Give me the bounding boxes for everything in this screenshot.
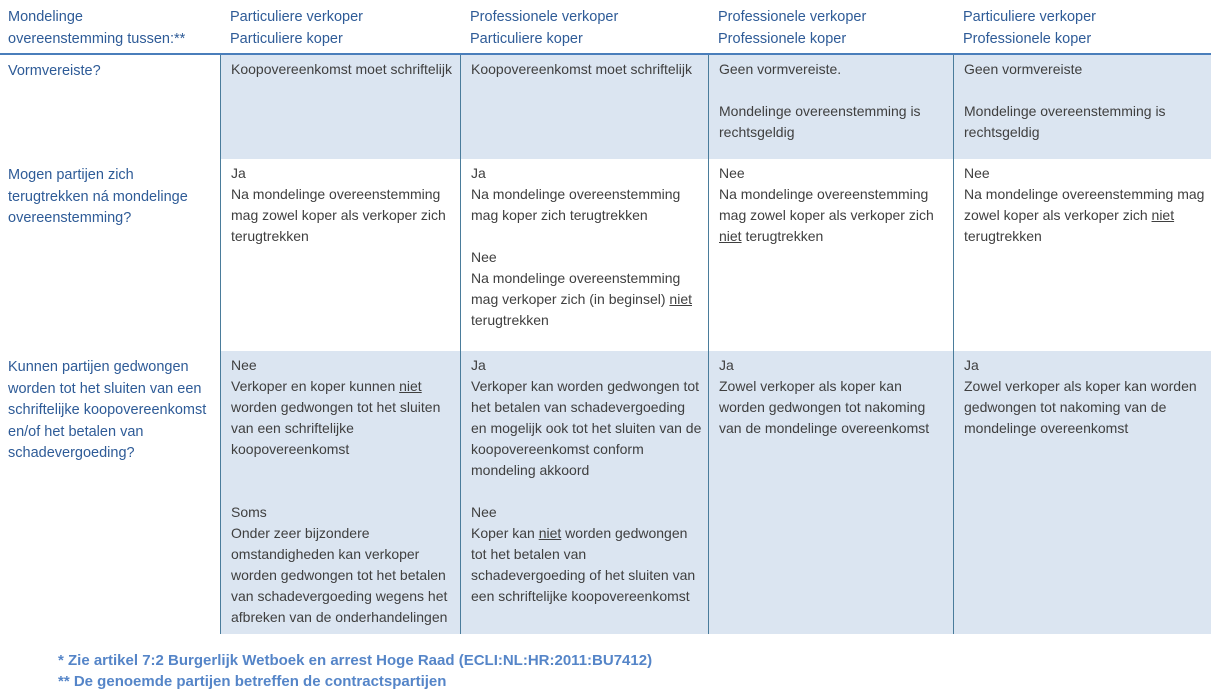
- answer-cell: Geen vormvereiste Mondelinge overeenstemming is rechtsgeldig: [953, 55, 1211, 159]
- answer-cell: Koopovereenkomst moet schriftelijk: [460, 55, 708, 159]
- answer-cell: Nee Verkoper en koper kunnen niet worden gedwongen tot het sluiten van een schriftelijke koopovereenkomst Soms Onder zeer bijzondere omstandigheden kan verkoper worden gedwongen tot het betalen van schadevergoeding wegens het afbreken van de onderhandelingen: [220, 351, 460, 634]
- answer-cell: Ja Verkoper kan worden gedwongen tot het betalen van schadevergoeding en mogelijk ook tot het sluiten van de koopovereenkomst conform mondeling akkoord Nee Koper kan niet worden gedwongen tot het betalen van schadevergoeding of het sluiten van een schriftelijke koopovereenkomst: [460, 351, 708, 634]
- table-row-vormvereiste: [0, 55, 1211, 159]
- header-question-line2: overeenstemming tussen:**: [8, 31, 186, 47]
- header-question-line1: Mondelinge: [8, 9, 83, 25]
- answer-cell: Ja Zowel verkoper als koper kan worden gedwongen tot nakoming van de mondelinge overeenkomst: [708, 351, 953, 634]
- header-line2: Professionele koper: [718, 31, 847, 47]
- header-line1: Particuliere verkoper: [963, 9, 1096, 25]
- table-row-gedwongen: [0, 351, 1211, 634]
- header-cell-part-verkoper-part-koper: [220, 0, 460, 53]
- header-line1: Professionele verkoper: [718, 9, 867, 25]
- table-header-row: [0, 0, 1211, 55]
- header-line1: Particuliere verkoper: [230, 9, 363, 25]
- question-cell: Vormvereiste?: [0, 55, 220, 159]
- question-cell: Mogen partijen zich terugtrekken ná mondelinge overeenstemming?: [0, 159, 220, 351]
- footnotes: [58, 650, 1211, 692]
- header-cell-question: [0, 0, 220, 53]
- footnote-article: * Zie artikel 7:2 Burgerlijk Wetboek en arrest Hoge Raad (ECLI:NL:HR:2011:BU7412): [58, 652, 653, 669]
- answer-cell: Ja Na mondelinge overeenstemming mag zowel koper als verkoper zich terugtrekken: [220, 159, 460, 351]
- header-line2: Particuliere koper: [230, 31, 343, 47]
- header-line1: Professionele verkoper: [470, 9, 619, 25]
- answer-cell: Ja Zowel verkoper als koper kan worden gedwongen tot nakoming van de mondelinge overeenkomst: [953, 351, 1211, 634]
- footnote-parties: ** De genoemde partijen betreffen de contractspartijen: [58, 673, 447, 690]
- answer-cell: Ja Na mondelinge overeenstemming mag koper zich terugtrekken Nee Na mondelinge overeenstemming mag verkoper zich (in beginsel) niet terugtrekken: [460, 159, 708, 351]
- header-line2: Particuliere koper: [470, 31, 583, 47]
- answer-cell: Nee Na mondelinge overeenstemming mag zowel koper als verkoper zich niet terugtrekken: [953, 159, 1211, 351]
- question-cell: Kunnen partijen gedwongen worden tot het sluiten van een schriftelijke koopovereenkomst en/of het betalen van schadevergoeding?: [0, 351, 220, 634]
- table-row-terugtrekken: [0, 159, 1211, 351]
- header-cell-prof-verkoper-prof-koper: [708, 0, 953, 53]
- answer-cell: Koopovereenkomst moet schriftelijk: [220, 55, 460, 159]
- header-line2: Professionele koper: [963, 31, 1092, 47]
- answer-cell: Geen vormvereiste. Mondelinge overeenstemming is rechtsgeldig: [708, 55, 953, 159]
- answer-cell: Nee Na mondelinge overeenstemming mag zowel koper als verkoper zich niet terugtrekken: [708, 159, 953, 351]
- header-cell-prof-verkoper-part-koper: [460, 0, 708, 53]
- header-cell-part-verkoper-prof-koper: [953, 0, 1211, 53]
